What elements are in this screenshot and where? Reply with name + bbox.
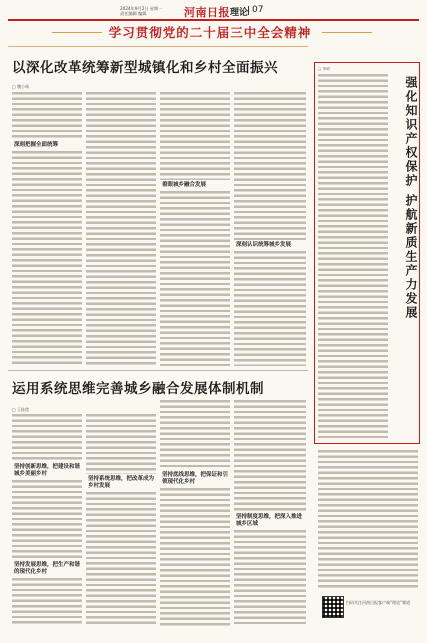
article-headline-urbanization: 以深化改革统筹新型城镇化和乡村全面振兴: [12, 60, 278, 76]
body-text-block: [234, 400, 306, 512]
body-text-block: [86, 492, 156, 626]
body-text-block: [86, 414, 156, 474]
body-text-block: [318, 74, 388, 438]
body-text-block: [12, 151, 82, 366]
article-subhead: 坚持底线思维，把保证和引领现代化乡村: [162, 472, 229, 485]
qr-caption: 扫码关注河南日报客户端“理论”频道: [346, 600, 411, 605]
newspaper-logo: 河南日报: [184, 6, 230, 19]
body-text-block: [318, 450, 418, 590]
article-subhead: 坚持创新思维，把建设和谐城乡美丽乡村: [14, 464, 81, 477]
body-text-block: [12, 480, 82, 560]
body-text-block: [234, 92, 306, 240]
body-text-block: [160, 92, 230, 180]
body-text-block: [12, 578, 82, 626]
article-subhead: 坚持发展思维，把生产和谐的现代化乡村: [14, 562, 81, 575]
body-text-block: [160, 488, 230, 626]
body-text-block: [86, 92, 156, 366]
section-name: 理论: [230, 8, 249, 18]
article-subhead: 坚持制度思维，把深入推进城乡区域: [236, 514, 303, 527]
article-author: □ 魏小萌: [12, 84, 30, 89]
article-headline-system: 运用系统思维完善城乡融合发展体制机制: [12, 381, 264, 397]
banner-title: 学习贯彻党的二十届三中全会精神: [108, 25, 312, 40]
article-author: □ 李明: [318, 67, 330, 71]
body-text-block: [234, 251, 306, 366]
banner-divider: [8, 46, 308, 47]
top-rule: [8, 19, 419, 21]
article-subhead: 深刻认识统筹城乡发展: [236, 242, 292, 248]
qr-code-icon[interactable]: [322, 596, 344, 618]
article-separator: [8, 370, 308, 371]
article-subhead: 深刻把握全面统筹: [14, 142, 59, 148]
body-text-block: [160, 400, 230, 470]
body-text-block: [234, 530, 306, 626]
article-subhead: 坚持系统思维，把改革成为乡村发展: [88, 476, 155, 489]
article-author: □ 王桂莲: [12, 407, 30, 412]
masthead-divider: [248, 6, 249, 15]
article-subhead: 着眼城乡融合发展: [162, 182, 207, 188]
body-text-block: [12, 414, 82, 462]
banner-ornament-right: [322, 32, 372, 33]
body-text-block: [160, 191, 230, 366]
body-text-block: [12, 92, 82, 140]
page-number: 07: [252, 5, 264, 15]
article-headline-ip: 强化知识产权保护 护航新质生产力发展: [404, 76, 418, 321]
masthead-date: 2024年9月2日 星期一 责任编辑 编辑: [120, 6, 163, 16]
